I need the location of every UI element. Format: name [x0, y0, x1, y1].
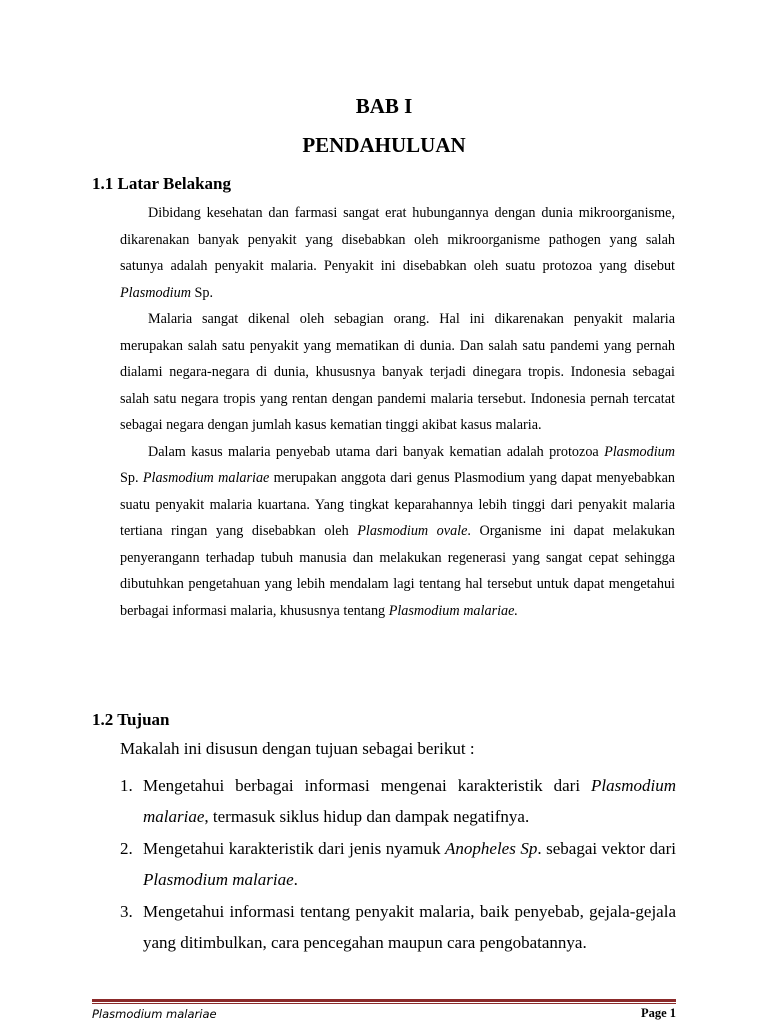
goal-text: , termasuk siklus hidup dan dampak negatifnya.: [204, 807, 530, 826]
goals-intro: Makalah ini disusun dengan tujuan sebagai berikut :: [120, 739, 475, 758]
section-heading-tujuan: 1.2 Tujuan: [92, 710, 170, 729]
species-name: Plasmodium malariae.: [388, 602, 518, 619]
species-name: Plasmodium ovale: [357, 523, 468, 539]
species-name: Plasmodium malariae: [143, 870, 294, 889]
paragraph-1-text: Sp.: [190, 284, 214, 301]
paragraph-1: [120, 200, 675, 306]
paragraph-3: [120, 439, 675, 625]
section-body-latar-belakang: [120, 200, 675, 624]
paragraph-1-text: Dibidang kesehatan dan farmasi sangat erat hubungannya dengan dunia mikroorganisme, dikarenakan banyak penyakit yang disebabkan oleh mikroorganisme pathogen yang salah satunya adalah penyakit malaria. Penyakit ini disebabkan oleh suatu protozoa yang disebut: [120, 205, 675, 274]
paragraph-3-text: merupakan anggota dari genus Plasmodium yang dapat menyebabkan suatu penyakit malaria kuartana. Yang tingkat keparahannya lebih tinggi dari penyakit malaria tertiana ringan yang disebabkan oleh: [120, 470, 675, 539]
goal-item: [120, 896, 676, 958]
goal-item: [120, 770, 676, 832]
goal-item: [120, 833, 676, 895]
goal-number: 1.: [120, 776, 133, 795]
paragraph-2: Malaria sangat dikenal oleh sebagian orang. Hal ini dikarenakan penyakit malaria merupakan salah satu penyakit yang mematikan di dunia. Dan salah satu pandemi yang pernah dialami negara-negara di dunia, khususnya banyak terjadi dinegara tropis. Indonesia sebagai salah satu negara tropis yang rentan dengan pandemi malaria tersebut. Indonesia pernah tercatat sebagai negara dengan jumlah kasus kematian tinggi akibat kasus malaria.: [120, 311, 675, 433]
species-name: Plasmodium malariae: [143, 776, 676, 826]
page-number: Page 1: [640, 1006, 676, 1020]
species-name: Plasmodium: [604, 443, 675, 460]
paragraph-3-text: Dalam kasus malaria penyebab utama dari banyak kematian adalah protozoa: [148, 443, 605, 460]
paragraph-3-text: . Organisme ini dapat melakukan penyerangann terhadap tubuh manusia dan melakukan regenerasi yang sangat cepat sehingga dibutuhkan pengetahuan yang lebih mendalam lagi tentang hal tersebut untuk dapat mengetahui berbagai informasi malaria, khususnya tentang: [120, 523, 675, 619]
species-name: Plasmodium malariae: [142, 470, 270, 486]
goal-text: . sebagai vektor dari: [537, 839, 676, 858]
chapter-number: BAB I: [355, 94, 413, 118]
goal-number: 2.: [120, 839, 133, 858]
goal-number: 3.: [120, 902, 133, 921]
goal-text: .: [293, 870, 298, 889]
goal-text: Mengetahui berbagai informasi mengenai karakteristik dari: [143, 776, 591, 795]
footer-divider: [92, 999, 676, 1002]
species-name: Anopheles Sp: [445, 839, 538, 858]
goals-list: [120, 770, 676, 959]
species-name: Plasmodium: [120, 284, 191, 301]
goal-text: Mengetahui informasi tentang penyakit malaria, baik penyebab, gejala-gejala yang ditimbulkan, cara pencegahan maupun cara pengobatannya.: [143, 902, 676, 952]
chapter-title: PENDAHULUAN: [302, 133, 466, 157]
section-heading-latar-belakang: 1.1 Latar Belakang: [92, 174, 232, 193]
footer-title: Plasmodium malariae: [92, 1007, 217, 1021]
goal-text: Mengetahui karakteristik dari jenis nyamuk: [143, 839, 446, 858]
footer-divider-thin: [92, 1003, 676, 1004]
paragraph-3-text: Sp.: [120, 470, 143, 486]
